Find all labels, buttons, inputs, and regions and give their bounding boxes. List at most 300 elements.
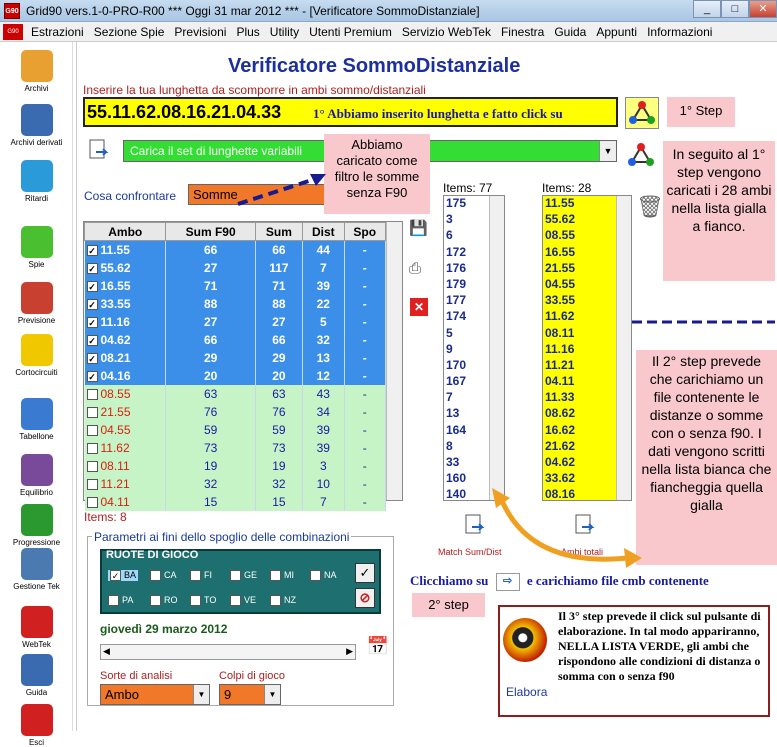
sumf90-cell: 27 [166, 313, 255, 331]
ambo-cell [85, 259, 166, 277]
list-item[interactable]: 160 [446, 471, 467, 486]
list-item[interactable]: 33.62 [545, 471, 576, 486]
sumf90-cell: 73 [166, 439, 255, 457]
list-item[interactable]: 08.62 [545, 406, 576, 421]
list-item[interactable]: 9 [446, 341, 453, 356]
ruota-checkbox[interactable] [230, 595, 256, 606]
ruota-label: TO [204, 595, 217, 605]
dist-cell: 13 [303, 349, 344, 367]
load-file-icon: ⇨ [496, 573, 520, 591]
menu-utility[interactable]: Utility [269, 24, 300, 39]
ruota-checkbox[interactable] [270, 570, 294, 581]
sum-cell: 76 [255, 403, 302, 421]
step2-note: 2° step [412, 593, 485, 617]
elabora-label: Elabora [506, 685, 548, 699]
row-checkbox[interactable] [87, 479, 98, 490]
table-row[interactable] [85, 403, 386, 421]
dist-cell: 5 [303, 313, 344, 331]
delete-icon[interactable]: ✕ [410, 298, 428, 316]
row-checkbox[interactable] [87, 497, 98, 508]
list-item[interactable]: 11.62 [545, 309, 575, 324]
menu-estrazioni[interactable]: Estrazioni [31, 24, 84, 39]
ruota-label: PA [122, 595, 134, 605]
ruota-label: VE [244, 595, 257, 605]
ambo-value: 08.21 [100, 350, 131, 365]
row-checkbox[interactable] [87, 443, 98, 454]
checkbox-box [190, 595, 201, 606]
dist-cell: 34 [303, 403, 344, 421]
row-checkbox[interactable]: ✓ [88, 246, 96, 257]
row-checkbox[interactable]: ✓ [88, 353, 96, 364]
yellow-list-label: Items: 28 [542, 181, 592, 195]
list-item[interactable]: 16.62 [545, 422, 576, 437]
cosa-confrontare-value: Somme [193, 187, 238, 202]
spo-cell: - [344, 457, 385, 475]
decompose-button[interactable] [625, 97, 659, 129]
menu-appunti[interactable]: Appunti [596, 24, 638, 39]
sidebar-item-11[interactable] [0, 654, 73, 697]
click-instruction-post: e carichiamo file cmb contenente [526, 573, 709, 588]
molecule-button[interactable] [626, 140, 656, 170]
ambo-cell [85, 385, 166, 403]
spo-cell: - [344, 241, 385, 259]
menu-plus[interactable]: Plus [236, 24, 260, 39]
ruota-checkbox[interactable] [150, 570, 177, 581]
help-book-icon [21, 654, 53, 686]
sum-cell: 19 [255, 457, 302, 475]
sidebar-item-label: Ritardi [24, 194, 49, 203]
ruota-label: NZ [284, 595, 296, 605]
checkbox-box [190, 570, 201, 581]
calendar-icon [21, 398, 53, 430]
ruota-checkbox[interactable] [190, 570, 212, 581]
dist-cell: 39 [303, 277, 344, 295]
checkbox-box [270, 570, 281, 581]
checkbox-box: ✓ [111, 571, 120, 582]
menu-utenti-premium[interactable]: Utenti Premium [309, 24, 392, 39]
ambo-cell [85, 331, 166, 349]
list-item[interactable]: 175 [446, 196, 467, 210]
ambi-table [83, 221, 403, 509]
checkbox-box [270, 595, 281, 606]
spo-cell: - [344, 277, 385, 295]
table-row[interactable] [85, 457, 386, 475]
checkbox-box [230, 570, 241, 581]
spo-cell: - [344, 421, 385, 439]
ambo-cell [85, 367, 166, 385]
sidebar-item-label: Spie [28, 260, 45, 269]
menu-servizio-webtek[interactable]: Servizio WebTek [401, 24, 491, 39]
list-item[interactable]: 21.55 [545, 260, 576, 275]
menu-finestra[interactable]: Finestra [500, 24, 545, 39]
ambo-value: 11.21 [100, 476, 130, 491]
list-item[interactable]: 164 [446, 422, 467, 437]
col-ambo[interactable]: Ambo [85, 223, 166, 241]
ruota-checkbox[interactable] [270, 595, 296, 606]
sidebar-item-8[interactable] [0, 504, 73, 547]
sum-cell: 71 [255, 277, 302, 295]
col-sum[interactable]: Sum [255, 223, 302, 241]
ruota-checkbox[interactable] [310, 570, 337, 581]
cosa-confrontare-label: Cosa confrontare [84, 189, 177, 203]
list-item[interactable]: 5 [446, 325, 453, 340]
menu-guida[interactable]: Guida [554, 24, 587, 39]
slider-left-icon[interactable]: ◀ [103, 646, 110, 656]
sumf90-cell: 71 [166, 277, 255, 295]
dist-cell: 7 [303, 493, 344, 511]
sum-cell: 27 [255, 313, 302, 331]
sum-cell: 15 [255, 493, 302, 511]
checkbox-box [310, 570, 321, 581]
sumf90-cell: 27 [166, 259, 255, 277]
dashed-line-icon [630, 314, 777, 330]
sumf90-cell: 29 [166, 349, 255, 367]
ambi-totali-label: Ambi totali [561, 547, 604, 557]
dist-cell: 3 [303, 457, 344, 475]
ruota-checkbox[interactable] [108, 570, 138, 581]
sidebar-item-0[interactable] [0, 50, 73, 93]
list-item[interactable]: 11.55 [545, 196, 575, 210]
row-checkbox[interactable] [87, 407, 98, 418]
ambo-cell [85, 313, 166, 331]
list-item[interactable]: 167 [446, 374, 467, 389]
mdi-icon[interactable]: G90 [3, 24, 23, 40]
sorte-value: Ambo [105, 687, 139, 702]
ambo-value: 11.16 [100, 314, 130, 329]
checkbox-box [150, 570, 161, 581]
list-item[interactable]: 8 [446, 438, 453, 453]
params-label: Parametri ai fini dello spoglio delle combinazioni [94, 530, 350, 544]
lightbulb-icon [21, 334, 53, 366]
sorte-label: Sorte di analisi [100, 670, 173, 682]
list-item[interactable]: 3 [446, 212, 453, 227]
row-checkbox[interactable]: ✓ [88, 317, 96, 328]
book-icon [21, 104, 53, 136]
sidebar-item-7[interactable] [0, 454, 73, 497]
ruota-checkbox[interactable] [190, 595, 216, 606]
spo-cell: - [344, 493, 385, 511]
dist-cell: 43 [303, 385, 344, 403]
trash-icon[interactable]: 🗑 [636, 194, 664, 219]
table-row[interactable] [85, 475, 386, 493]
list-item[interactable]: 55.62 [545, 212, 576, 227]
ruota-checkbox[interactable] [108, 595, 133, 606]
table-row[interactable] [85, 367, 386, 385]
row-checkbox[interactable]: ✓ [88, 299, 96, 310]
yellow-list[interactable] [542, 195, 632, 501]
ruota-label: FI [204, 570, 212, 580]
table-row[interactable] [85, 439, 386, 457]
ambo-value: 11.55 [100, 242, 130, 257]
table-row[interactable] [85, 385, 386, 403]
sumf90-cell: 32 [166, 475, 255, 493]
ambo-cell [85, 421, 166, 439]
scale-icon [21, 454, 53, 486]
click-instruction-pre: Clicchiamo su [410, 573, 489, 588]
sidebar-item-10[interactable] [0, 606, 73, 649]
list-item[interactable]: 11.16 [545, 341, 575, 356]
load-file-icon [462, 513, 488, 539]
sidebar-item-5[interactable] [0, 334, 73, 377]
sidebar-item-12[interactable] [0, 704, 73, 747]
sum-cell: 88 [255, 295, 302, 313]
list-item[interactable]: 21.62 [545, 438, 576, 453]
title-bar [0, 0, 777, 22]
colpi-select[interactable] [219, 684, 281, 705]
close-button[interactable]: ✕ [749, 0, 777, 18]
list-item[interactable]: 7 [446, 390, 453, 405]
sidebar-item-label: Progressione [12, 538, 61, 547]
table-row[interactable] [85, 295, 386, 313]
list-item[interactable]: 177 [446, 293, 467, 308]
menu-bar [0, 22, 777, 42]
ambo-value: 08.11 [100, 458, 130, 473]
save-icon[interactable]: 💾 [409, 220, 428, 237]
slider-right-icon[interactable]: ▶ [346, 646, 353, 656]
step3-note [498, 605, 770, 717]
sum-cell: 66 [255, 241, 302, 259]
deselect-all-button[interactable]: ⊘ [355, 588, 375, 608]
sum-cell: 20 [255, 367, 302, 385]
power-icon [21, 704, 53, 736]
ambo-value: 11.62 [100, 440, 130, 455]
dist-cell: 22 [303, 295, 344, 313]
spo-cell: - [344, 349, 385, 367]
items-count: Items: 8 [84, 510, 127, 524]
calendar-icon[interactable]: 📅 [366, 636, 390, 656]
sorte-select[interactable] [100, 684, 210, 705]
list-item[interactable]: 170 [446, 357, 467, 372]
list-item[interactable]: 16.55 [545, 244, 576, 259]
chevron-down-icon: ▼ [599, 141, 616, 161]
list-item[interactable]: 04.62 [545, 455, 576, 469]
table-row[interactable] [85, 331, 386, 349]
sidebar [0, 42, 73, 747]
list-item[interactable]: 11.33 [545, 390, 575, 405]
sum-cell: 66 [255, 331, 302, 349]
list-item[interactable]: 08.55 [545, 228, 576, 243]
row-checkbox[interactable] [87, 389, 98, 400]
ambo-cell [85, 277, 166, 295]
sidebar-item-label: WebTek [22, 640, 51, 649]
white-list[interactable] [443, 195, 505, 501]
molecule-icon [627, 142, 655, 168]
ambo-cell [85, 439, 166, 457]
sidebar-item-label: Tabellone [19, 432, 54, 441]
step1-note: 1° Step [667, 97, 735, 127]
spo-cell: - [344, 313, 385, 331]
ambo-value: 33.55 [100, 296, 131, 311]
checkbox-box [150, 595, 161, 606]
sidebar-item-label: Previsione [17, 316, 56, 325]
ambo-value: 16.55 [100, 278, 131, 293]
spo-cell: - [344, 367, 385, 385]
match-button[interactable] [460, 511, 490, 541]
colpi-label: Colpi di gioco [219, 670, 286, 682]
menu-previsioni[interactable]: Previsioni [174, 24, 227, 39]
spo-cell: - [344, 259, 385, 277]
spo-cell: - [344, 403, 385, 421]
sidebar-item-label: Archivi derivati [10, 138, 63, 147]
flashlight-icon [21, 226, 53, 258]
row-checkbox[interactable]: ✓ [88, 335, 96, 346]
row-checkbox[interactable]: ✓ [88, 263, 96, 274]
maximize-button[interactable]: □ [721, 0, 749, 18]
ambo-value: 04.62 [100, 332, 131, 347]
sum-cell: 63 [255, 385, 302, 403]
step2-description: Il 2° step prevede che carichiamo un file contenente le distanze o somme con o senza f90. I dati vengono scritti nella lista bianca che fiancheggia quella gialla [636, 350, 777, 565]
sidebar-item-label: Cortocircuiti [15, 368, 58, 377]
ambo-value: 21.55 [100, 404, 131, 419]
curved-arrow-icon [488, 488, 648, 580]
ruota-checkbox[interactable] [150, 595, 178, 606]
list-item[interactable]: 179 [446, 276, 467, 291]
sidebar-item-label: Gestione Tek [13, 582, 60, 591]
ruota-label: NA [324, 570, 337, 580]
filter-note: Abbiamo caricato come filtro le somme senza F90 [324, 134, 430, 214]
list-item[interactable]: 04.11 [545, 374, 575, 389]
ambo-value: 04.11 [100, 494, 130, 509]
row-checkbox[interactable]: ✓ [88, 281, 96, 292]
spo-cell: - [344, 475, 385, 493]
list-item[interactable]: 174 [446, 309, 467, 324]
sumf90-cell: 63 [166, 385, 255, 403]
dist-cell: 12 [303, 367, 344, 385]
sumf90-cell: 76 [166, 403, 255, 421]
match-label: Match Sum/Dist [438, 547, 502, 557]
click-instruction [410, 573, 709, 591]
row-checkbox[interactable] [87, 461, 98, 472]
ruota-label: RO [164, 595, 178, 605]
dashed-arrow-icon [230, 170, 330, 210]
ruota-label: GE [244, 570, 258, 580]
ruota-label: MI [284, 570, 294, 580]
sidebar-item-label: Archivi [24, 84, 49, 93]
list-item[interactable]: 04.55 [545, 276, 576, 291]
dist-cell: 32 [303, 331, 344, 349]
ambo-cell [85, 403, 166, 421]
sidebar-item-4[interactable] [0, 282, 73, 325]
chevron-down-icon: ▼ [264, 685, 280, 704]
ambo-value: 04.16 [100, 368, 131, 383]
date-slider[interactable] [100, 644, 356, 660]
row-checkbox[interactable] [87, 425, 98, 436]
sum-cell: 59 [255, 421, 302, 439]
sidebar-item-3[interactable] [0, 226, 73, 269]
menu-sezione-spie[interactable]: Sezione Spie [93, 24, 165, 39]
date-label: giovedì 29 marzo 2012 [100, 622, 228, 636]
table-scrollbar[interactable] [386, 222, 402, 500]
col-dist[interactable]: Dist [303, 223, 344, 241]
table-row[interactable] [85, 241, 386, 259]
list-item[interactable]: 11.21 [545, 357, 575, 372]
table-row[interactable] [85, 259, 386, 277]
sum-cell: 29 [255, 349, 302, 367]
yellow-list-scrollbar[interactable] [616, 196, 631, 500]
row-checkbox[interactable]: ✓ [88, 371, 96, 382]
sumf90-cell: 66 [166, 241, 255, 259]
checklist-icon [21, 282, 53, 314]
sumf90-cell: 88 [166, 295, 255, 313]
list-item[interactable]: 33 [446, 455, 460, 469]
elabora-button[interactable] [503, 618, 547, 662]
sidebar-item-1[interactable] [0, 104, 73, 147]
ambo-cell [85, 241, 166, 259]
ambo-value: 55.62 [100, 260, 131, 275]
dist-cell: 44 [303, 241, 344, 259]
white-list-label: Items: 77 [443, 181, 493, 195]
minimize-button[interactable]: _ [693, 0, 721, 18]
colpi-value: 9 [224, 687, 232, 702]
load-file-button[interactable] [86, 138, 112, 164]
ambo-cell [85, 493, 166, 511]
list-item[interactable]: 172 [446, 244, 467, 259]
sum-cell: 73 [255, 439, 302, 457]
loaded-note: In seguito al 1° step vengono caricati i 28 ambi nella lista gialla a fianco. [663, 141, 775, 281]
table-row[interactable] [85, 493, 386, 511]
table-row[interactable] [85, 349, 386, 367]
load-file-icon [86, 138, 112, 164]
molecule-icon [628, 100, 656, 126]
list-item[interactable]: 6 [446, 228, 453, 243]
table-row[interactable] [85, 421, 386, 439]
ambo-cell [85, 295, 166, 313]
sidebar-item-2[interactable] [0, 160, 73, 203]
checkbox-box [230, 595, 241, 606]
list-item[interactable]: 140 [446, 487, 467, 502]
app-icon: G90 [4, 3, 20, 19]
ruota-checkbox[interactable] [230, 570, 257, 581]
col-sumf90[interactable]: Sum F90 [166, 223, 255, 241]
ambo-value: 04.55 [100, 422, 131, 437]
table-row[interactable] [85, 313, 386, 331]
menu-informazioni[interactable]: Informazioni [647, 24, 713, 39]
spo-cell: - [344, 331, 385, 349]
pencil-icon [21, 50, 53, 82]
ambo-value: 08.55 [100, 386, 131, 401]
sumf90-cell: 15 [166, 493, 255, 511]
sidebar-item-label: Esci [28, 738, 45, 747]
ambo-cell [85, 457, 166, 475]
list-item[interactable]: 33.55 [545, 293, 576, 308]
clock-icon [21, 160, 53, 192]
list-item[interactable]: 08.16 [545, 487, 576, 502]
list-item[interactable]: 13 [446, 406, 460, 421]
checkbox-box [108, 595, 119, 606]
ambo-cell [85, 475, 166, 493]
sumf90-cell: 66 [166, 331, 255, 349]
dollar-icon [21, 504, 53, 536]
sum-cell: 117 [255, 259, 302, 277]
white-list-scrollbar[interactable] [489, 196, 504, 500]
dist-cell: 7 [303, 259, 344, 277]
table-row[interactable] [85, 277, 386, 295]
col-spo[interactable]: Spo [344, 223, 385, 241]
select-all-button[interactable]: ✓ [355, 563, 375, 583]
print-icon[interactable]: ⎙ [409, 260, 422, 277]
list-item[interactable]: 08.11 [545, 325, 575, 340]
sidebar-item-6[interactable] [0, 398, 73, 441]
sidebar-item-9[interactable] [0, 548, 73, 591]
sumf90-cell: 20 [166, 367, 255, 385]
dist-cell: 10 [303, 475, 344, 493]
step3-text: Il 3° step prevede il click sul pulsante di elaborazione. In tal modo appariranno, NELLA LISTA VERDE, gli ambi che rispondono alle condizioni di distanza o somma con o senza f90 [558, 609, 761, 683]
sequence-input[interactable]: 55.11.62.08.16.21.04.33 [83, 97, 618, 127]
webtek-icon [21, 606, 53, 638]
window-title: Grid90 vers.1-0-PRO-R00 *** Oggi 31 mar 2012 *** - [Verificatore SommoDistanziale] [26, 4, 480, 18]
sequence-note: 1° Abbiamo inserito lunghetta e fatto click su [313, 106, 563, 121]
list-item[interactable]: 176 [446, 260, 467, 275]
